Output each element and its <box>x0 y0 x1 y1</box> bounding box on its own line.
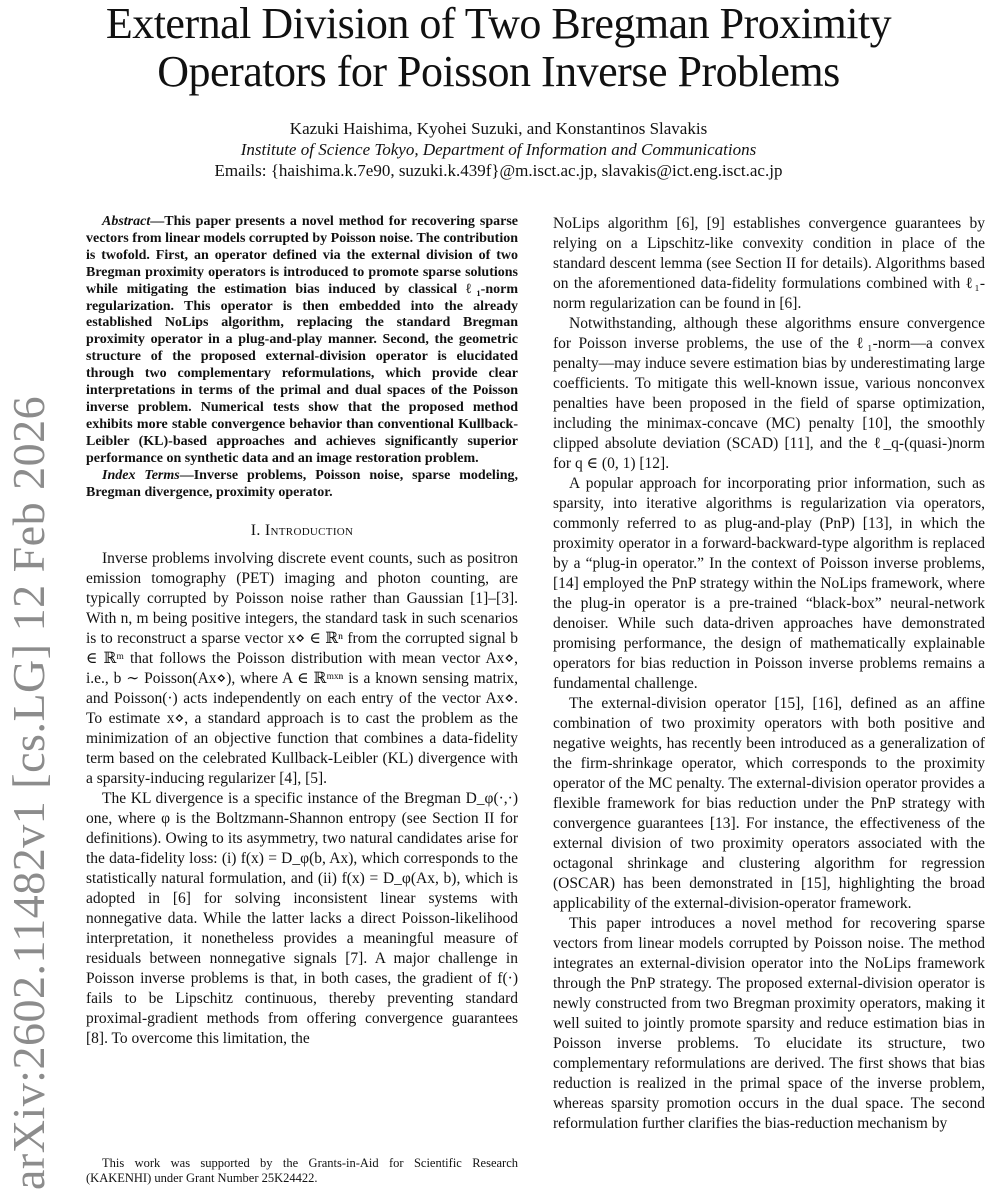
author-affiliation: Institute of Science Tokyo, Department of Information and Communications <box>240 140 757 159</box>
abstract <box>86 214 518 468</box>
paragraph: This paper introduces a novel method for recovering sparse vectors from linear models corrupted by Poisson noise. The method integrates an external-division operator into the NoLips framework through the PnP strategy. The proposed external-division operator is newly constructed from two Bregman proximity operators, making it well suited to jointly promote sparsity and reduce estimation bias in Poisson inverse problems. To elucidate its structure, two complementary reformulations are derived. The first shows that bias reduction is realized in the primal space of the inverse problem, whereas sparsity promotion occurs in the dual space. The second reformulation further clarifies the bias-reduction mechanism by <box>553 915 985 1132</box>
arxiv-identifier-stamp: arXiv:2602.11482v1 [cs.LG] 12 Feb 2026 <box>3 395 54 1190</box>
index-terms <box>86 468 518 502</box>
section-heading-introduction: I. Introduction <box>250 522 354 540</box>
index-terms-text: —Inverse problems, Poisson noise, sparse modeling, Bregman divergence, proximity operator. <box>86 467 518 500</box>
paragraph: Inverse problems involving discrete event counts, such as positron emission tomography (PET) imaging and photon counting, are typically corrupted by Poisson noise rather than Gaussian [1]–[3]. With n, m being positive integers, the standard task in such scenarios is to reconstruct a sparse vector x⋄ ∈ ℝⁿ from the corrupted signal b ∈ ℝᵐ that follows the Poisson distribution with mean vector Ax⋄, i.e., b ∼ Poisson(Ax⋄), where A ∈ ℝᵐˣⁿ is a known sensing matrix, and Poisson(·) acts independently on each entry of the vector Ax⋄. To estimate x⋄, a standard approach is to cast the problem as the minimization of an objective function that combines a data-fidelity term based on the celebrated Kullback-Leibler (KL) divergence with a sparsity-inducing regularizer [4], [5]. <box>86 550 518 788</box>
paragraph: The KL divergence is a specific instance of the Bregman D_φ(·,·) one, where φ is the Boltzmann-Shannon entropy (see Section II for definitions). Owing to its asymmetry, two natural candidates arise for the data-fidelity loss: (i) f(x) = D_φ(b, Ax), which corresponds to the statistically natural formulation, and (ii) f(x) = D_φ(Ax, b), which is adopted in [6] for solving inconsistent linear systems with nonnegative data. While the latter lacks a direct Poisson-likelihood interpretation, it nonetheless provides a meaningful measure of residuals between nonnegative signals [7]. A major challenge in Poisson inverse problems is that, in both cases, the gradient of f(·) fails to be Lipschitz continuous, thereby preventing standard proximal-gradient methods from offering convergence guarantees [8]. To overcome this limitation, the <box>86 790 518 1048</box>
index-terms-label: Index Terms <box>102 467 180 483</box>
paragraph: A popular approach for incorporating prior information, such as sparsity, into iterative algorithms is regularization via operators, commonly referred to as plug-and-play (PnP) [13], in which the proximity operator in a forward-backward-type algorithm is replaced by a “plug-in operator.” In the context of Poisson inverse problems, [14] employed the PnP strategy within the NoLips framework, where the plug-in operator is a pre-trained “black-box” neural-network denoiser. While such data-driven approaches have demonstrated promising performance, the design of mathematically explainable operators for bias reduction in Poisson inverse problems remains a fundamental challenge. <box>553 475 985 692</box>
abstract-label: Abstract <box>102 214 151 229</box>
abstract-text: —This paper presents a novel method for recovering sparse vectors from linear models corrupted by Poisson noise. The contribution is twofold. First, an operator defined via the external division of two Bregman proximity operators is introduced to promote sparse solutions while mitigating the estimation bias induced by classical ℓ₁-norm regularization. This operator is then embedded into the already established NoLips algorithm, replacing the standard Bregman proximity operator in a plug-and-play manner. Second, the geometric structure of the proposed external-division operator is elucidated through two complementary reformulations, which provide clear interpretations in terms of the primal and dual spaces of the Poisson inverse problem. Numerical tests show that the proposed method exhibits more stable convergence behavior than conventional Kullback-Leibler (KL)-based approaches and achieves significantly superior performance on synthetic data and an image restoration problem. <box>86 214 518 466</box>
paragraph: NoLips algorithm [6], [9] establishes convergence guarantees by relying on a Lipschitz-like convexity condition in place of the standard descent lemma (see Section II for details). Algorithms based on the aforementioned data-fidelity formulations combined with ℓ₁-norm regularization can be found in [6]. <box>553 215 985 312</box>
right-column <box>553 214 985 1134</box>
funding-footnote: This work was supported by the Grants-in-Aid for Scientific Research (KAKENHI) under Grant Number 25K24422. <box>86 1156 518 1185</box>
author-names: Kazuki Haishima, Kyohei Suzuki, and Konstantinos Slavakis <box>289 119 708 138</box>
paragraph: Notwithstanding, although these algorithms ensure convergence for Poisson inverse problems, the use of the ℓ₁-norm—a convex penalty—may induce severe estimation bias by underestimating large coefficients. To mitigate this well-known issue, various nonconvex penalties have been proposed in the field of sparse optimization, including the minimax-concave (MC) penalty [10], the smoothly clipped absolute deviation (SCAD) [11], and the ℓ_q-(quasi-)norm for q ∈ (0, 1) [12]. <box>553 315 985 472</box>
author-block <box>80 118 917 181</box>
paragraph: The external-division operator [15], [16], defined as an affine combination of two proximity operators with both positive and negative weights, has recently been introduced as a generalization of the firm-shrinkage operator, which corresponds to the proximity operator of the MC penalty. The external-division operator provides a flexible framework for bias reduction under the PnP strategy with convergence guarantees [13]. For instance, the effectiveness of the external division of two proximity operators associated with the octagonal shrinkage and clustering algorithm for regression (OSCAR) has been demonstrated in [15], highlighting the broad applicability of the external-division-operator framework. <box>553 695 985 912</box>
paper-title: External Division of Two Bregman Proximity Operators for Poisson Inverse Problems <box>105 0 892 96</box>
author-emails: Emails: {haishima.k.7e90, suzuki.k.439f}@m.isct.ac.jp, slavakis@ict.eng.isct.ac.jp <box>214 161 783 180</box>
left-column <box>86 214 518 1049</box>
